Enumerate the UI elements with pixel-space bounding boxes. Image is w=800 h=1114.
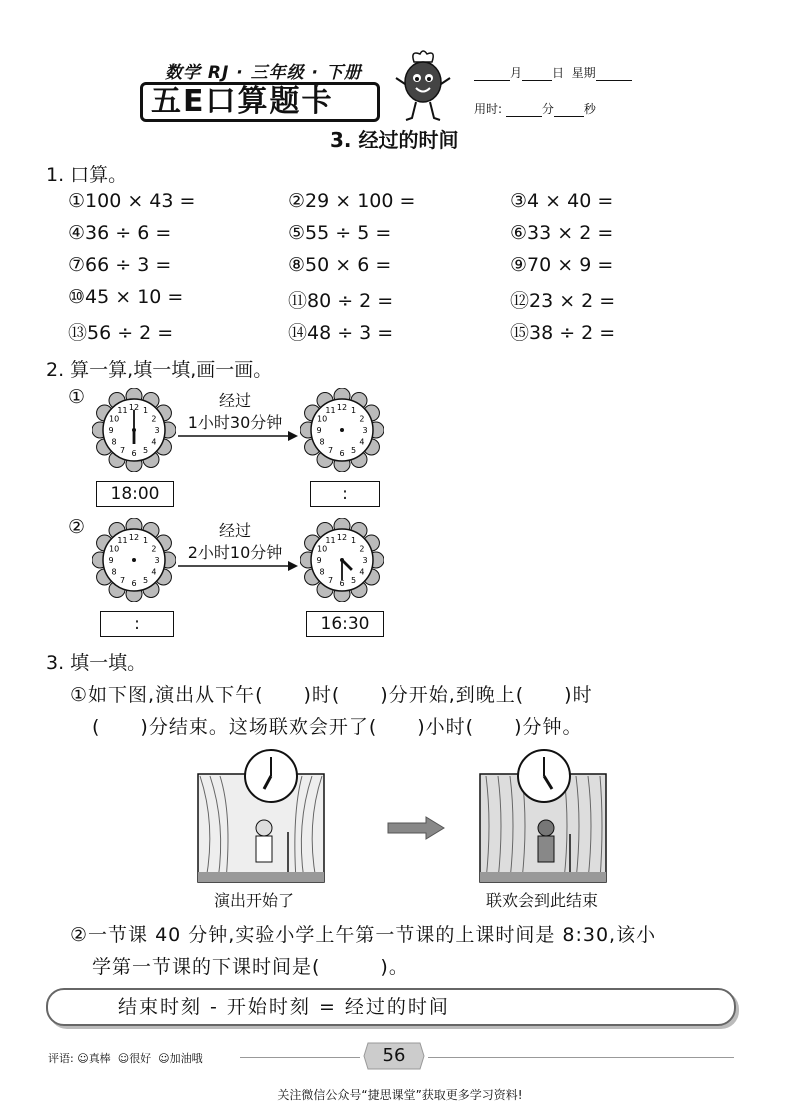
svg-text:4: 4: [151, 567, 157, 577]
svg-text:2: 2: [151, 544, 157, 554]
section1-heading: 1. 口算。: [46, 164, 128, 186]
clock-icon: [300, 518, 384, 606]
svg-text:9: 9: [108, 426, 114, 435]
svg-text:5: 5: [142, 575, 149, 585]
svg-text:9: 9: [316, 556, 322, 565]
clock-icon: [92, 518, 176, 606]
svg-text:10: 10: [316, 544, 328, 554]
svg-text:6: 6: [131, 579, 137, 588]
svg-text:3: 3: [154, 556, 160, 565]
lesson-subtitle: 3. 经过的时间: [330, 128, 459, 152]
stage-start-illustration: [196, 744, 326, 886]
smile-icon: ☺: [117, 1052, 130, 1065]
svg-text:1: 1: [350, 406, 357, 416]
caption-end: 联欢会到此结束: [486, 891, 599, 910]
end-time-box[interactable]: :: [310, 481, 380, 507]
start-time-box: 18:00: [96, 481, 174, 507]
svg-text:10: 10: [108, 544, 120, 554]
caption-start: 演出开始了: [214, 891, 295, 910]
arrow-icon: [386, 816, 446, 840]
svg-text:12: 12: [336, 533, 348, 542]
svg-text:12: 12: [128, 403, 140, 412]
svg-text:9: 9: [316, 426, 322, 435]
evaluation-bar: 评语: ☺真棒 ☺很好 ☺加油哦: [48, 1052, 203, 1065]
q2-line2: 学第一节课的下课时间是( )。: [92, 956, 409, 978]
svg-text:5: 5: [142, 445, 149, 455]
arrow-icon: [176, 560, 300, 572]
calc-item: ⑬56 ÷ 2 =: [68, 322, 174, 344]
svg-text:3: 3: [362, 426, 368, 435]
svg-text:11: 11: [117, 406, 128, 416]
q2-line1: ②一节课 40 分钟,实验小学上午第一节课的上课时间是 8:30,该小: [70, 924, 657, 946]
svg-text:6: 6: [131, 449, 137, 458]
svg-text:6: 6: [339, 449, 345, 458]
svg-text:9: 9: [108, 556, 114, 565]
q1-line2: ( )分结束。这场联欢会开了( )小时( )分钟。: [92, 716, 583, 738]
calc-item: ④36 ÷ 6 =: [68, 222, 172, 244]
svg-text:8: 8: [111, 437, 117, 447]
calc-item: ②29 × 100 =: [288, 190, 416, 212]
svg-text:8: 8: [319, 437, 325, 447]
svg-text:1: 1: [350, 536, 357, 546]
time-fill-line: 用时: 分 秒: [474, 102, 596, 116]
svg-text:7: 7: [327, 445, 334, 455]
svg-text:7: 7: [119, 445, 126, 455]
arrow-icon: [176, 430, 300, 442]
svg-text:4: 4: [151, 437, 157, 447]
card-title: 五E口算题卡: [140, 82, 380, 122]
svg-text:10: 10: [316, 414, 328, 424]
svg-text:1: 1: [142, 406, 149, 416]
calc-item: ⑤55 ÷ 5 =: [288, 222, 392, 244]
svg-text:7: 7: [119, 575, 126, 585]
calc-item: ⑫23 × 2 =: [510, 290, 616, 312]
svg-text:6: 6: [339, 579, 345, 588]
svg-text:12: 12: [128, 533, 140, 542]
divider: [240, 1057, 360, 1058]
svg-text:11: 11: [325, 536, 336, 546]
divider: [428, 1057, 734, 1058]
date-fill-line: 月 日 星期: [474, 64, 632, 81]
page-number: 56: [382, 1045, 406, 1066]
svg-text:10: 10: [108, 414, 120, 424]
svg-text:2: 2: [359, 414, 365, 424]
calc-item: ①100 × 43 =: [68, 190, 196, 212]
stage-end-illustration: [478, 744, 608, 886]
calc-item: ⑮38 ÷ 2 =: [510, 322, 616, 344]
pass-label: 经过: [218, 521, 251, 540]
svg-text:3: 3: [154, 426, 160, 435]
smile-icon: ☺: [77, 1052, 89, 1065]
calc-item: ⑦66 ÷ 3 =: [68, 254, 172, 276]
svg-text:2: 2: [151, 414, 157, 424]
duration-label: 1小时30分钟: [187, 413, 283, 432]
end-time-box: 16:30: [306, 611, 384, 637]
calc-item: ⑪80 ÷ 2 =: [288, 290, 394, 312]
calc-item: ⑭48 ÷ 3 =: [288, 322, 394, 344]
rule-box: 结束时刻 - 开始时刻 = 经过的时间: [46, 988, 736, 1026]
svg-text:5: 5: [350, 575, 357, 585]
calc-item: ③4 × 40 =: [510, 190, 614, 212]
svg-text:5: 5: [350, 445, 357, 455]
subject-line: 数学 RJ · 三年级 · 下册: [165, 63, 362, 83]
svg-text:8: 8: [319, 567, 325, 577]
section2-heading: 2. 算一算,填一填,画一画。: [46, 359, 273, 381]
svg-text:3: 3: [362, 556, 368, 565]
svg-text:12: 12: [336, 403, 348, 412]
mascot-icon: [392, 48, 454, 124]
svg-text:11: 11: [117, 536, 128, 546]
svg-text:1: 1: [142, 536, 149, 546]
clock-icon: [300, 388, 384, 476]
svg-text:11: 11: [325, 406, 336, 416]
section3-heading: 3. 填一填。: [46, 652, 147, 674]
duration-label: 2小时10分钟: [187, 543, 283, 562]
q1-line1: ①如下图,演出从下午( )时( )分开始,到晚上( )时: [70, 684, 593, 706]
svg-text:7: 7: [327, 575, 334, 585]
problem1-number: ①: [68, 386, 86, 408]
svg-text:4: 4: [359, 567, 365, 577]
smile-icon: ☺: [158, 1052, 170, 1065]
calc-item: ⑨70 × 9 =: [510, 254, 614, 276]
clock-icon: [92, 388, 176, 476]
svg-text:2: 2: [359, 544, 365, 554]
calc-item: ⑥33 × 2 =: [510, 222, 614, 244]
start-time-box[interactable]: :: [100, 611, 174, 637]
problem2-number: ②: [68, 516, 86, 538]
footer-note: 关注微信公众号“捷思课堂”获取更多学习资料!: [277, 1088, 523, 1102]
calc-item: ⑩45 × 10 =: [68, 286, 184, 308]
svg-text:8: 8: [111, 567, 117, 577]
pass-label: 经过: [218, 391, 251, 410]
calc-item: ⑧50 × 6 =: [288, 254, 392, 276]
svg-text:4: 4: [359, 437, 365, 447]
